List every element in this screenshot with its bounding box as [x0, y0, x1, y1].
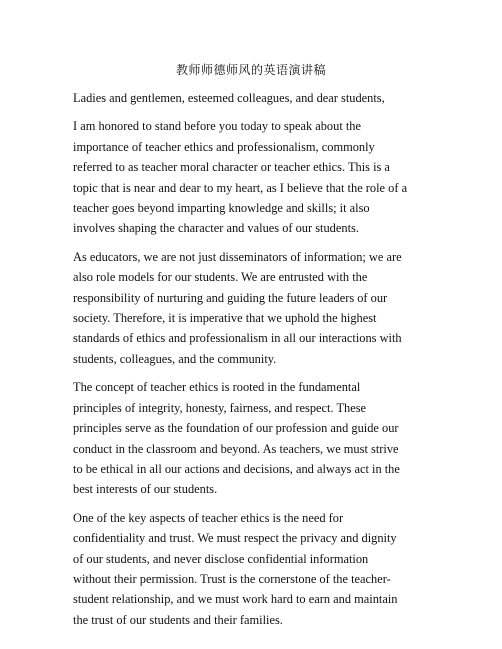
- text-line: Ladies and gentlemen, esteemed colleagues, and dear students,: [73, 91, 385, 105]
- text-line: the trust of our students and their families.: [73, 612, 283, 627]
- text-line: society. Therefore, it is imperative that we uphold the highest: [73, 311, 377, 326]
- text-line: responsibility of nurturing and guiding the future leaders of our: [73, 290, 388, 305]
- text-line: The concept of teacher ethics is rooted in the fundamental: [73, 380, 361, 395]
- text-line: student relationship, and we must work hard to earn and maintain: [73, 592, 398, 607]
- text-line: As educators, we are not just disseminators of information; we are: [73, 249, 402, 264]
- text-line: referred to as teacher moral character or teacher ethics. This is a: [73, 160, 390, 175]
- text-line: principles of integrity, honesty, fairness, and respect. These: [73, 400, 367, 415]
- text-line: also role models for our students. We are entrusted with the: [73, 270, 368, 285]
- paragraph-greeting: [73, 88, 438, 108]
- text-line: principles serve as the foundation of our profession and guide our: [73, 421, 399, 436]
- text-line: without their permission. Trust is the cornerstone of the teacher-: [73, 571, 391, 586]
- text-line: students, colleagues, and the community.: [73, 351, 277, 366]
- text-line: to be ethical in all our actions and decisions, and always act in the: [73, 461, 400, 476]
- text-line: teacher goes beyond imparting knowledge and skills; it also: [73, 201, 370, 216]
- text-line: involves shaping the character and values of our students.: [73, 221, 359, 236]
- text-line: standards of ethics and professionalism in all our interactions with: [73, 331, 402, 346]
- text-line: best interests of our students.: [73, 482, 218, 497]
- text-line: I am honored to stand before you today to speak about the: [73, 119, 362, 134]
- paragraph-principles: [73, 377, 438, 499]
- document-body: [73, 88, 438, 638]
- text-line: topic that is near and dear to my heart, as I believe that the role of a: [73, 180, 408, 195]
- text-line: confidentiality and trust. We must respect the privacy and dignity: [73, 531, 397, 546]
- paragraph-confidentiality: [73, 508, 438, 630]
- text-line: conduct in the classroom and beyond. As teachers, we must strive: [73, 441, 399, 456]
- text-line: One of the key aspects of teacher ethics is the need for: [73, 510, 344, 525]
- paragraph-role-models: [73, 247, 438, 369]
- paragraph-introduction: [73, 116, 438, 238]
- document-title: 教师师德师风的英语演讲稿: [175, 63, 326, 77]
- text-line: importance of teacher ethics and professionalism, commonly: [73, 139, 375, 154]
- text-line: of our students, and never disclose confidential information: [73, 551, 369, 566]
